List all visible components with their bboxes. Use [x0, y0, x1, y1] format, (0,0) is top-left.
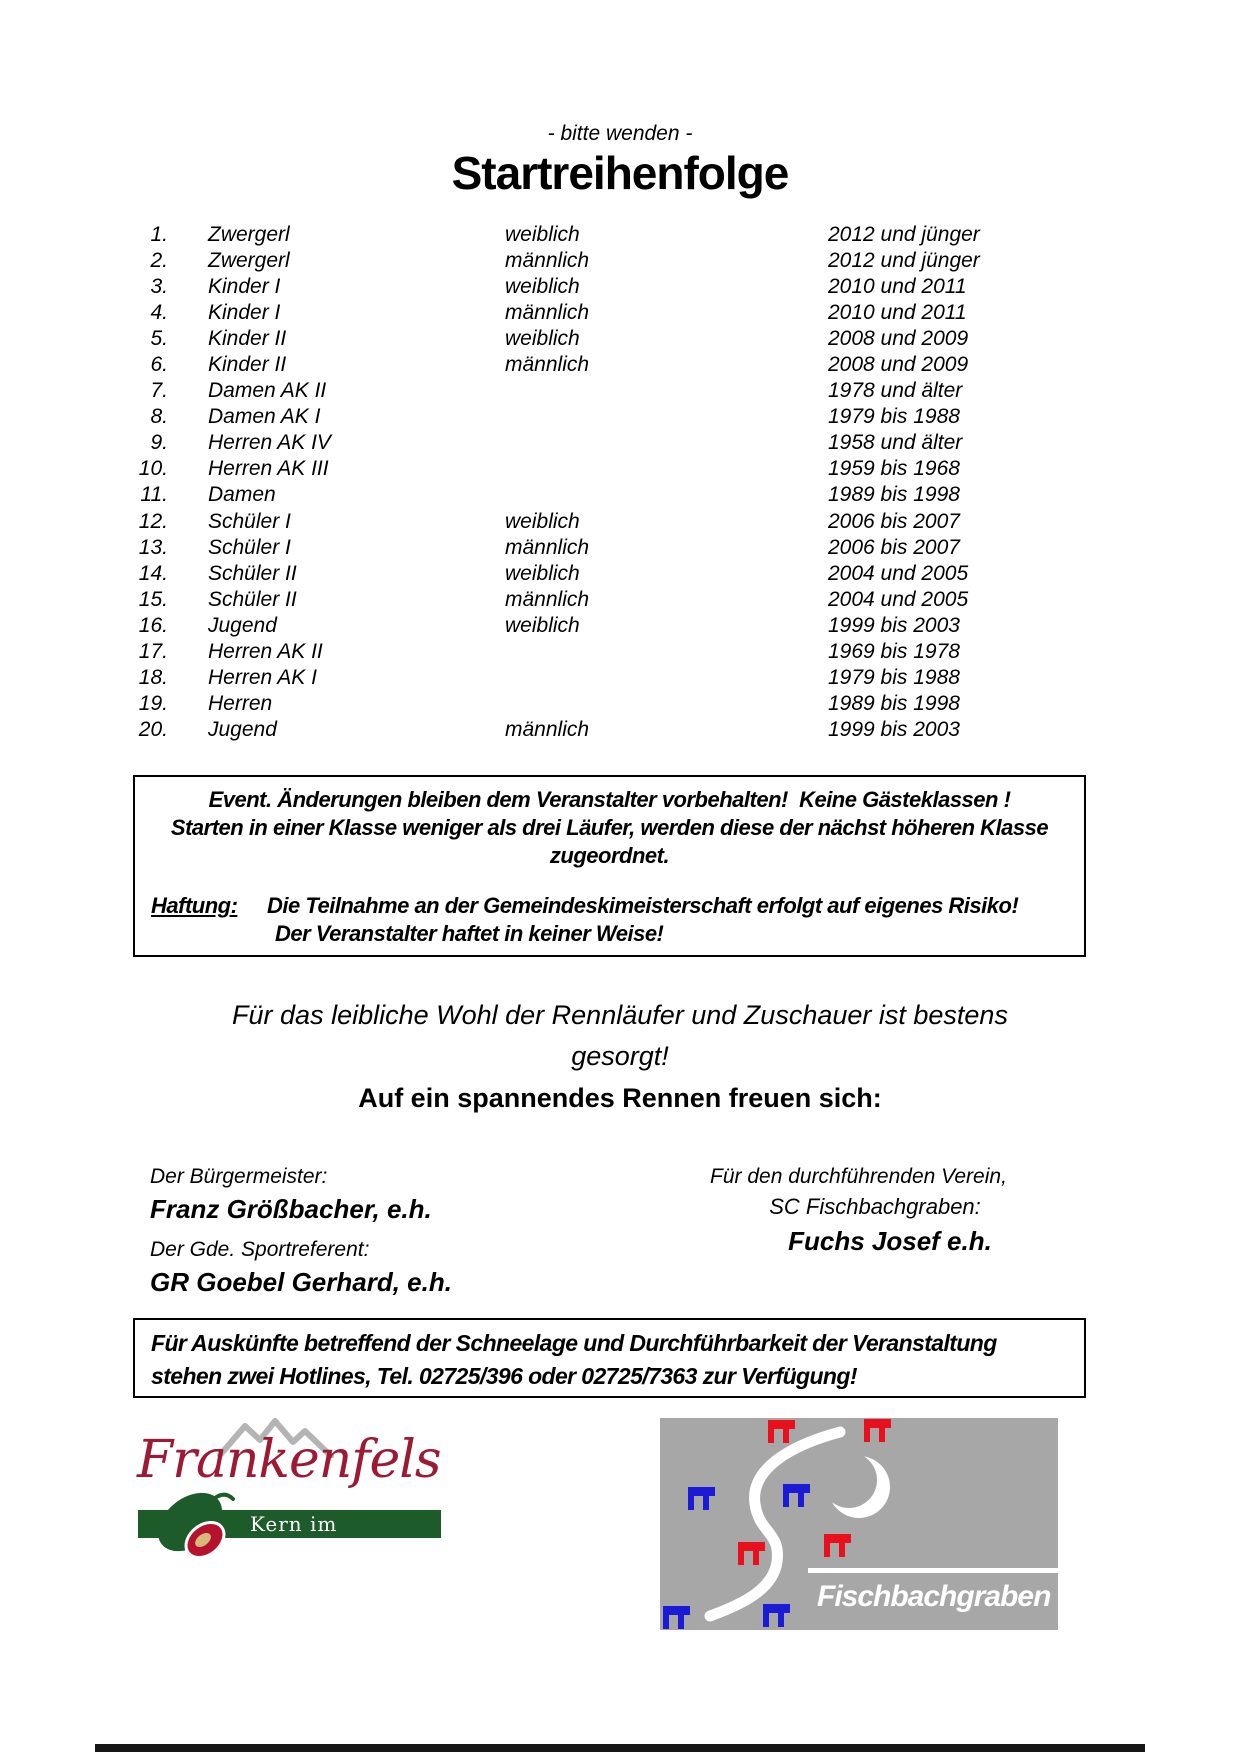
start-list-row [0, 613, 1140, 639]
class-gender: männlich [505, 301, 590, 325]
start-list-row [0, 300, 1140, 326]
start-number: 11. [140, 483, 168, 507]
notice-line-3: zugeordnet. [549, 843, 670, 868]
signature-sport-officer [150, 1238, 452, 1298]
class-gender: weiblich [505, 275, 580, 299]
class-year-range: 1999 bis 2003 [828, 613, 960, 637]
class-year-range: 1978 und älter [828, 379, 963, 403]
mayor-title: Der Bürgermeister: [150, 1165, 328, 1188]
signature-mayor [150, 1165, 432, 1225]
start-list-row [0, 509, 1140, 535]
hotline-line-2: stehen zwei Hotlines, Tel. 02725/396 oder 02725/7363 zur Verfügung! [151, 1363, 857, 1389]
class-name: Herren [208, 691, 273, 715]
start-number: 15. [138, 587, 168, 611]
class-gender [505, 430, 828, 456]
class-gender: weiblich [505, 509, 580, 533]
start-number: 18. [138, 665, 168, 689]
start-list-row [0, 535, 1140, 561]
start-number: 9. [150, 431, 168, 455]
start-list-row [0, 326, 1140, 352]
class-gender: männlich [505, 587, 590, 611]
class-year-range: 2012 und jünger [828, 223, 980, 246]
class-gender: männlich [505, 353, 590, 377]
start-number: 1. [150, 223, 168, 246]
dirndl-berry-leaf-icon [145, 1490, 245, 1570]
class-gender [505, 665, 828, 691]
class-name: Herren AK I [208, 665, 317, 689]
scan-artifact-edge [95, 1744, 1145, 1752]
frankenfels-tagline: Kern im Dirndltal [250, 1512, 350, 1560]
start-number: 3. [150, 275, 168, 299]
start-list-row [0, 352, 1140, 378]
start-number: 19. [138, 691, 168, 715]
class-gender: männlich [505, 717, 590, 741]
class-gender: weiblich [505, 327, 580, 351]
start-number: 6. [150, 353, 168, 377]
class-name: Herren AK II [208, 639, 323, 663]
class-year-range: 2006 bis 2007 [828, 535, 960, 559]
class-gender [505, 691, 828, 717]
class-year-range: 1969 bis 1978 [828, 639, 960, 663]
start-list-row [0, 691, 1140, 717]
notice-line-1: Event. Änderungen bleiben dem Veranstalter vorbehalten! Keine Gästeklassen ! [208, 787, 1011, 812]
class-gender: weiblich [505, 613, 580, 637]
class-year-range: 2008 und 2009 [828, 353, 969, 377]
class-gender [505, 456, 828, 482]
club-title-2: SC Fischbachgraben: [769, 1194, 981, 1219]
start-number: 8. [150, 405, 168, 429]
liability-section [135, 892, 1084, 948]
mayor-name: Franz Größbacher, e.h. [150, 1194, 432, 1224]
class-year-range: 2004 und 2005 [828, 587, 969, 611]
start-number: 4. [150, 301, 168, 325]
class-name: Damen AK II [208, 379, 327, 403]
signature-club [710, 1165, 1040, 1257]
notice-line-2: Starten in einer Klasse weniger als drei Läufer, werden diese der nächst höheren Klasse [170, 815, 1049, 840]
frankenfels-wordmark: Frankenfels [137, 1430, 441, 1490]
sc-club-wordmark: Fischbachgraben [817, 1580, 1051, 1613]
club-title-1: Für den durchführenden Verein, [710, 1165, 1007, 1188]
class-year-range: 2004 und 2005 [828, 561, 969, 585]
start-list-row [0, 639, 1140, 665]
class-year-range: 2010 und 2011 [828, 301, 967, 325]
class-gender: männlich [505, 535, 590, 559]
start-number: 17. [138, 639, 168, 663]
club-name: Fuchs Josef e.h. [788, 1226, 992, 1256]
sport-officer-title: Der Gde. Sportreferent: [150, 1238, 370, 1261]
turn-page-note: - bitte wenden - [547, 122, 693, 145]
class-year-range: 2008 und 2009 [828, 327, 969, 351]
sc-fischbachgraben-logo [660, 1418, 1058, 1630]
slalom-course-graphic [660, 1418, 1058, 1630]
start-list-row [0, 456, 1140, 482]
class-name: Herren AK IV [208, 431, 331, 455]
class-name: Zwergerl [208, 249, 290, 273]
class-name: Schüler I [208, 535, 291, 559]
hotline-line-1: Für Auskünfte betreffend der Schneelage und Durchführbarkeit der Veranstaltung [151, 1330, 997, 1356]
class-year-range: 1979 bis 1988 [828, 665, 960, 689]
class-year-range: 1959 bis 1968 [828, 457, 960, 481]
liability-line-1: Die Teilnahme an der Gemeindeskimeisterschaft erfolgt auf eigenes Risiko! [267, 893, 1019, 918]
class-name: Schüler II [208, 561, 297, 585]
start-number: 16. [138, 613, 168, 637]
class-gender [505, 482, 828, 508]
start-number: 5. [150, 327, 168, 351]
liability-text [267, 892, 1018, 948]
start-list-row [0, 378, 1140, 404]
class-name: Schüler II [208, 587, 297, 611]
class-gender: männlich [505, 249, 590, 273]
liability-label: Haftung: [151, 893, 238, 918]
class-gender: weiblich [505, 223, 580, 246]
class-name: Kinder I [208, 301, 281, 325]
class-name: Schüler I [208, 509, 291, 533]
class-gender [505, 378, 828, 404]
class-name: Damen AK I [208, 405, 321, 429]
start-number: 14. [138, 561, 168, 585]
catering-note [0, 995, 1240, 1077]
class-name: Zwergerl [208, 223, 290, 246]
race-heading: Auf ein spannendes Rennen freuen sich: [358, 1083, 882, 1113]
class-name: Herren AK III [208, 457, 329, 481]
start-list-row [0, 482, 1140, 508]
class-name: Damen [208, 483, 276, 507]
start-list-row [0, 665, 1140, 691]
start-number: 13. [138, 535, 168, 559]
start-list-row [0, 717, 1140, 743]
start-list-row [0, 430, 1140, 456]
frankenfels-logo [137, 1418, 452, 1573]
start-list-row [0, 248, 1140, 274]
class-gender [505, 639, 828, 665]
class-year-range: 1999 bis 2003 [828, 717, 960, 741]
start-list-row [0, 222, 1140, 248]
page-title: Startreihenfolge [451, 147, 789, 199]
start-number: 10. [138, 457, 168, 481]
class-name: Kinder I [208, 275, 281, 299]
start-number: 2. [150, 249, 168, 273]
class-name: Kinder II [208, 327, 287, 351]
class-year-range: 1989 bis 1998 [828, 483, 960, 507]
start-list-row [0, 274, 1140, 300]
class-name: Jugend [208, 613, 277, 637]
class-name: Kinder II [208, 353, 287, 377]
class-year-range: 2006 bis 2007 [828, 509, 960, 533]
class-gender: weiblich [505, 561, 580, 585]
class-year-range: 2010 und 2011 [828, 275, 967, 299]
event-notice-box [133, 775, 1086, 957]
class-name: Jugend [208, 717, 277, 741]
start-number: 7. [150, 379, 168, 403]
class-gender [505, 404, 828, 430]
sport-officer-name: GR Goebel Gerhard, e.h. [150, 1267, 452, 1297]
class-year-range: 2012 und jünger [828, 249, 980, 273]
start-order-list [0, 222, 1140, 743]
catering-line-2: gesorgt! [571, 1041, 669, 1071]
start-number: 12. [138, 509, 168, 533]
hotline-box [133, 1318, 1086, 1398]
class-year-range: 1989 bis 1998 [828, 691, 960, 715]
start-number: 20. [138, 717, 168, 741]
liability-line-2: Der Veranstalter haftet in keiner Weise! [275, 921, 664, 946]
start-list-row [0, 561, 1140, 587]
start-list-row [0, 404, 1140, 430]
class-year-range: 1958 und älter [828, 431, 963, 455]
catering-line-1: Für das leibliche Wohl der Rennläufer und Zuschauer ist bestens [232, 1000, 1008, 1030]
start-list-row [0, 587, 1140, 613]
class-year-range: 1979 bis 1988 [828, 405, 960, 429]
